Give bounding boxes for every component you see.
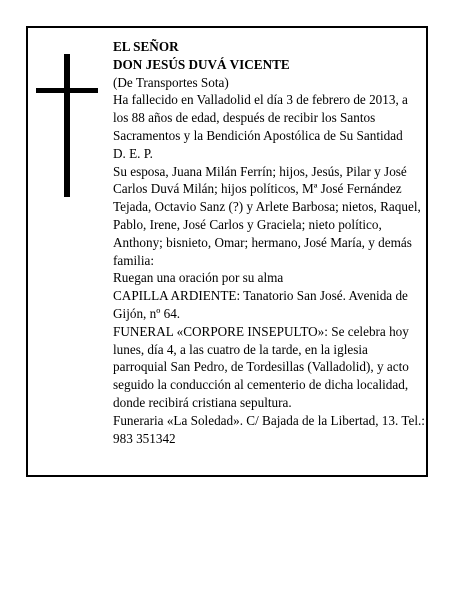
funeral-info: FUNERAL «CORPORE INSEPULTO»: Se celebra hoy lunes, día 4, a las cuatro de la tarde, en la iglesia parroquial San Pedro, de Tordesillas (Valladolid), y acto seguido la conducción al cementerio de dicha localidad, donde recibirá cristiana sepultura. xyxy=(113,323,409,410)
funeral-home-info: Funeraria «La Soledad». C/ Bajada de la Libertad, 13. Tel.: 983 351342 xyxy=(113,412,425,446)
cross-icon xyxy=(36,54,98,197)
cross-vertical-bar xyxy=(64,54,70,197)
heading-title: EL SEÑOR xyxy=(113,39,179,54)
death-notice: Ha fallecido en Valladolid el día 3 de febrero de 2013, a los 88 años de edad, después de recibir los Santos Sacramentos y la Bendición Apostólica de Su Santidad xyxy=(113,92,408,143)
obituary-text xyxy=(113,38,425,447)
deceased-name: DON JESÚS DUVÁ VICENTE xyxy=(113,56,290,72)
chapel-info: CAPILLA ARDIENTE: Tanatorio San José. Avenida de Gijón, nº 64. xyxy=(113,288,408,321)
prayer-request: Ruegan una oración por su alma xyxy=(113,270,284,286)
cross-horizontal-bar xyxy=(36,88,98,93)
family-members: Su esposa, Juana Milán Ferrín; hijos, Jesús, Pilar y José Carlos Duvá Milán; hijos políticos, Mª José Fernández Tejada, Octavio Sanz (?) y Arlete Barbosa; nietos, Raquel, Pablo, Irene, José Carlos y Graciela; nieto político, Anthony; bisnieto, Omar; hermano, José María, y demás familia: xyxy=(113,163,421,268)
rip-line: D. E. P. xyxy=(113,145,153,161)
company-affiliation: (De Transportes Sota) xyxy=(113,74,229,90)
